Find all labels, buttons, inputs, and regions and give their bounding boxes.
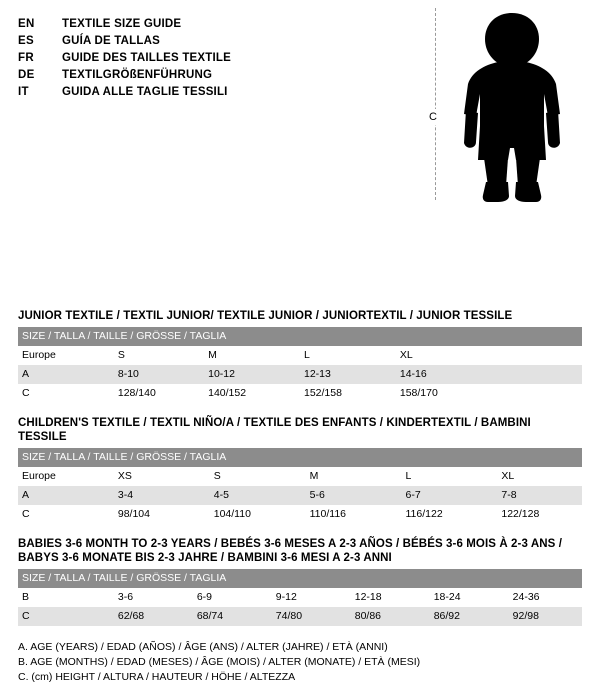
- size-table-children: [18, 448, 582, 524]
- language-title: GUIDA ALLE TAGLIE TESSILI: [62, 86, 228, 98]
- cell: 6-7: [402, 486, 498, 505]
- language-title-list: [18, 16, 231, 101]
- size-table-junior: [18, 327, 582, 403]
- cell: 68/74: [193, 607, 272, 626]
- cell: 9-12: [272, 588, 351, 607]
- measure-label-c: C: [429, 111, 437, 123]
- language-row: [18, 33, 231, 50]
- cell: 8-10: [114, 365, 204, 384]
- cell: 18-24: [430, 588, 509, 607]
- table-row: [18, 607, 582, 626]
- cell: XL: [396, 346, 582, 365]
- table-row: [18, 384, 582, 403]
- cell: S: [114, 346, 204, 365]
- cell: 98/104: [114, 505, 210, 524]
- row-label: C: [18, 384, 114, 403]
- cell: 3-6: [114, 588, 193, 607]
- section-title-babies-line2: BABYS 3-6 MONATE BIS 2-3 JAHRE / BAMBINI 3-6 MESI A 2-3 ANNI: [18, 552, 392, 564]
- row-label: Europe: [18, 467, 114, 486]
- section-title-babies: [18, 537, 582, 565]
- size-table-babies: [18, 569, 582, 626]
- section-babies: [18, 537, 582, 626]
- cell: S: [210, 467, 306, 486]
- section-title-junior: JUNIOR TEXTILE / TEXTIL JUNIOR/ TEXTILE JUNIOR / JUNIORTEXTIL / JUNIOR TESSILE: [18, 310, 513, 322]
- language-code: FR: [18, 52, 34, 64]
- cell: 7-8: [497, 486, 582, 505]
- language-row: [18, 16, 231, 33]
- cell: 74/80: [272, 607, 351, 626]
- table-row: [18, 505, 582, 524]
- footnotes: [18, 640, 582, 685]
- cell: M: [204, 346, 300, 365]
- footnote-a: A. AGE (YEARS) / EDAD (AÑOS) / ÂGE (ANS) / ALTER (JAHRE) / ETÀ (ANNI): [18, 641, 388, 653]
- language-title: TEXTILE SIZE GUIDE: [62, 18, 182, 30]
- table-row: [18, 588, 582, 607]
- cell: XS: [114, 467, 210, 486]
- cell: 158/170: [396, 384, 582, 403]
- cell: 128/140: [114, 384, 204, 403]
- cell: L: [300, 346, 396, 365]
- cell: 10-12: [204, 365, 300, 384]
- cell: 104/110: [210, 505, 306, 524]
- cell: 122/128: [497, 505, 582, 524]
- cell: 92/98: [509, 607, 582, 626]
- cell: XL: [497, 467, 582, 486]
- cell: 3-4: [114, 486, 210, 505]
- cell: 80/86: [351, 607, 430, 626]
- cell: 12-13: [300, 365, 396, 384]
- language-row: [18, 50, 231, 67]
- band-label: SIZE / TALLA / TAILLE / GRÖSSE / TAGLIA: [18, 327, 582, 346]
- cell: 86/92: [430, 607, 509, 626]
- band-label: SIZE / TALLA / TAILLE / GRÖSSE / TAGLIA: [18, 448, 582, 467]
- measurement-figure: [422, 8, 582, 208]
- section-children: [18, 416, 582, 524]
- height-measure-line: [435, 8, 436, 200]
- language-title: GUIDE DES TAILLES TEXTILE: [62, 52, 231, 64]
- table-band-row: [18, 448, 582, 467]
- language-title: GUÍA DE TALLAS: [62, 35, 160, 47]
- cell: 140/152: [204, 384, 300, 403]
- row-label: C: [18, 607, 114, 626]
- row-label: C: [18, 505, 114, 524]
- section-title-children: CHILDREN'S TEXTILE / TEXTIL NIÑO/A / TEXTILE DES ENFANTS / KINDERTEXTIL / BAMBINI TESSILE: [18, 417, 531, 443]
- table-row: [18, 467, 582, 486]
- footnote-c: C. (cm) HEIGHT / ALTURA / HAUTEUR / HÖHE / ALTEZZA: [18, 671, 296, 683]
- language-title: TEXTILGRÖßENFÜHRUNG: [62, 69, 213, 81]
- row-label: A: [18, 486, 114, 505]
- band-label: SIZE / TALLA / TAILLE / GRÖSSE / TAGLIA: [18, 569, 582, 588]
- cell: 110/116: [306, 505, 402, 524]
- language-code: ES: [18, 35, 34, 47]
- cell: 12-18: [351, 588, 430, 607]
- cell: 14-16: [396, 365, 582, 384]
- language-row: [18, 67, 231, 84]
- table-row: [18, 346, 582, 365]
- child-silhouette-icon: [452, 10, 572, 206]
- table-band-row: [18, 327, 582, 346]
- cell: 152/158: [300, 384, 396, 403]
- row-label: Europe: [18, 346, 114, 365]
- cell: M: [306, 467, 402, 486]
- cell: 4-5: [210, 486, 306, 505]
- cell: 5-6: [306, 486, 402, 505]
- language-code: IT: [18, 86, 29, 98]
- section-junior: [18, 309, 582, 403]
- cell: L: [402, 467, 498, 486]
- language-row: [18, 84, 231, 101]
- language-code: EN: [18, 18, 35, 30]
- cell: 116/122: [402, 505, 498, 524]
- section-title-babies-line1: BABIES 3-6 MONTH TO 2-3 YEARS / BEBÉS 3-6 MESES A 2-3 AÑOS / BÉBÉS 3-6 MOIS À 2-3 ANS /: [18, 538, 562, 550]
- table-row: [18, 486, 582, 505]
- cell: 24-36: [509, 588, 582, 607]
- language-code: DE: [18, 69, 35, 81]
- footnote-b: B. AGE (MONTHS) / EDAD (MESES) / ÂGE (MOIS) / ALTER (MONATE) / ETÀ (MESI): [18, 656, 421, 668]
- table-band-row: [18, 569, 582, 588]
- row-label: B: [18, 588, 114, 607]
- cell: 6-9: [193, 588, 272, 607]
- cell: 62/68: [114, 607, 193, 626]
- table-row: [18, 365, 582, 384]
- row-label: A: [18, 365, 114, 384]
